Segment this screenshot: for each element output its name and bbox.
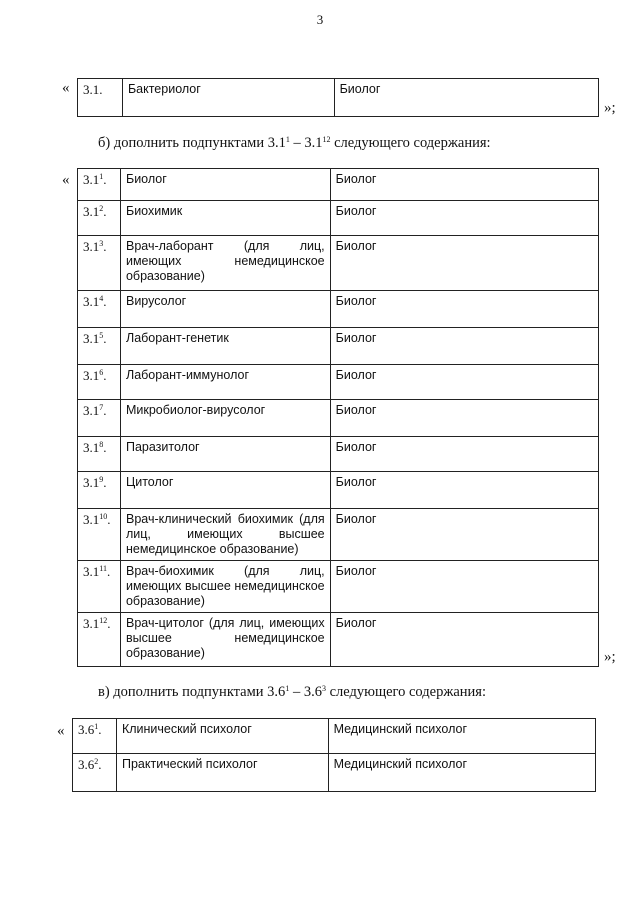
table-row	[78, 201, 599, 236]
table-row	[78, 472, 599, 509]
table-row	[73, 754, 596, 792]
table-row	[78, 613, 599, 667]
row-number: $3.6^2$.	[73, 754, 117, 792]
position-cell: Биолог	[120, 169, 330, 201]
position-cell: Врач-клинический биохимик (для лиц, имеющих высшее немедицинское образование)	[120, 509, 330, 561]
qualification-cell: Медицинский психолог	[328, 719, 595, 754]
positions-table-3	[72, 718, 596, 792]
position-cell: Цитолог	[120, 472, 330, 509]
table-row	[78, 561, 599, 613]
position-cell: Клинический психолог	[116, 719, 328, 754]
qualification-cell: Биолог	[330, 509, 598, 561]
open-quote: «	[62, 80, 70, 96]
position-cell: Биохимик	[120, 201, 330, 236]
table-row	[78, 400, 599, 437]
position-cell: Лаборант-генетик	[120, 328, 330, 365]
table-row	[78, 365, 599, 400]
row-number: $3.1^8$.	[78, 437, 121, 472]
row-number: $3.1^{10}$.	[78, 509, 121, 561]
row-number: $3.6^1$.	[73, 719, 117, 754]
page-number: 3	[316, 12, 324, 27]
paragraph-b: б) дополнить подпунктами $3.1^1 - 3.1^{12}$ следующего содержания:	[98, 135, 491, 151]
open-quote: «	[62, 172, 70, 188]
position-cell: Врач-лаборант (для лиц, имеющих немедицинское образование)	[120, 236, 330, 291]
qualification-cell: Биолог	[330, 613, 598, 667]
qualification-cell: Биолог	[330, 561, 598, 613]
qualification-cell: Биолог	[330, 236, 598, 291]
open-quote: «	[57, 723, 65, 739]
row-number: $3.1^7$.	[78, 400, 121, 437]
table-row	[78, 79, 599, 117]
row-number: $3.1^3$.	[78, 236, 121, 291]
position-cell: Бактериолог	[122, 79, 334, 117]
row-number: 3.1.	[78, 79, 123, 117]
row-number: $3.1^{12}$.	[78, 613, 121, 667]
qualification-cell: Биолог	[330, 169, 598, 201]
position-cell: Лаборант-иммунолог	[120, 365, 330, 400]
position-cell: Микробиолог-вирусолог	[120, 400, 330, 437]
qualification-cell: Медицинский психолог	[328, 754, 595, 792]
row-number: $3.1^6$.	[78, 365, 121, 400]
position-cell: Паразитолог	[120, 437, 330, 472]
qualification-cell: Биолог	[330, 472, 598, 509]
qualification-cell: Биолог	[330, 365, 598, 400]
paragraph-v: в) дополнить подпунктами $3.6^1 - 3.6^3$ следующего содержания:	[98, 684, 487, 700]
qualification-cell: Биолог	[330, 400, 598, 437]
qualification-cell: Биолог	[330, 328, 598, 365]
row-number: $3.1^5$.	[78, 328, 121, 365]
qualification-cell: Биолог	[330, 291, 598, 328]
table-row	[78, 291, 599, 328]
position-cell: Практический психолог	[116, 754, 328, 792]
position-cell: Врач-биохимик (для лиц, имеющих высшее немедицинское образование)	[120, 561, 330, 613]
table-row	[78, 169, 599, 201]
row-number: $3.1^1$.	[78, 169, 121, 201]
table-row	[78, 509, 599, 561]
position-cell: Врач-цитолог (для лиц, имеющих высшее немедицинское образование)	[120, 613, 330, 667]
qualification-cell: Биолог	[330, 437, 598, 472]
table-row	[73, 719, 596, 754]
table-row	[78, 437, 599, 472]
positions-table-1	[77, 78, 599, 117]
row-number: $3.1^9$.	[78, 472, 121, 509]
position-cell: Вирусолог	[120, 291, 330, 328]
positions-table-2	[77, 168, 599, 667]
row-number: $3.1^{11}$.	[78, 561, 121, 613]
close-quote: »;	[604, 649, 616, 665]
qualification-cell: Биолог	[330, 201, 598, 236]
table-row	[78, 236, 599, 291]
table-row	[78, 328, 599, 365]
row-number: $3.1^2$.	[78, 201, 121, 236]
row-number: $3.1^4$.	[78, 291, 121, 328]
close-quote: »;	[604, 100, 616, 116]
qualification-cell: Биолог	[334, 79, 598, 117]
